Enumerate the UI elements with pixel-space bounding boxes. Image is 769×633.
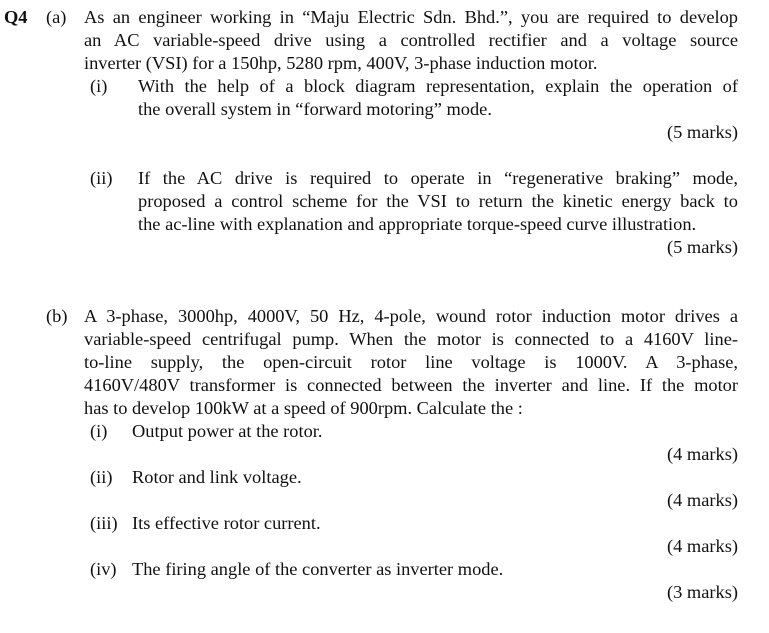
part-b-intro-line-1: A 3-phase, 3000hp, 4000V, 50 Hz, 4-pole, wound rotor induction motor drives a — [84, 306, 738, 326]
part-b-sub-i-marks: (4 marks) — [667, 444, 738, 464]
part-b-sub-iii-label: (iii) — [90, 513, 118, 533]
part-b-intro-line-5: has to develop 100kW at a speed of 900rpm. Calculate the : — [84, 398, 523, 418]
part-b-sub-i-label: (i) — [90, 421, 108, 441]
part-b-sub-iv-text: The firing angle of the converter as inverter mode. — [132, 559, 504, 579]
part-a-sub-i-marks: (5 marks) — [667, 122, 738, 142]
part-a-sub-i-label: (i) — [90, 76, 108, 96]
part-a-sub-ii-marks: (5 marks) — [667, 237, 738, 257]
part-b-sub-ii-text: Rotor and link voltage. — [132, 467, 302, 487]
part-b-sub-iv-marks: (3 marks) — [667, 582, 738, 602]
question-number: Q4 — [4, 7, 28, 27]
part-b-sub-iii-text: Its effective rotor current. — [132, 513, 321, 533]
part-b-sub-i-text: Output power at the rotor. — [132, 421, 323, 441]
part-b-intro-line-2: variable-speed centrifugal pump. When the motor is connected to a 4160V line- — [84, 329, 738, 349]
part-a-sub-i-line-1: With the help of a block diagram representation, explain the operation of — [138, 76, 738, 96]
part-a-sub-ii-label: (ii) — [90, 168, 113, 188]
part-b-sub-iv-label: (iv) — [90, 559, 117, 579]
part-a-sub-i-line-2: the overall system in “forward motoring” mode. — [138, 99, 492, 119]
part-b-intro-line-4: 4160V/480V transformer is connected between the inverter and line. If the motor — [84, 375, 738, 395]
part-b-intro-line-3: to-line supply, the open-circuit rotor line voltage is 1000V. A 3-phase, — [84, 352, 738, 372]
part-a-label: (a) — [46, 7, 67, 27]
part-b-sub-ii-marks: (4 marks) — [667, 490, 738, 510]
part-b-sub-iii-marks: (4 marks) — [667, 536, 738, 556]
part-a-intro-line-2: an AC variable-speed drive using a controlled rectifier and a voltage source — [84, 30, 738, 50]
part-a-sub-ii-line-3: the ac-line with explanation and appropriate torque-speed curve illustration. — [138, 214, 697, 234]
part-a-sub-ii-line-1: If the AC drive is required to operate in “regenerative braking” mode, — [138, 168, 738, 188]
part-a-sub-ii-line-2: proposed a control scheme for the VSI to return the kinetic energy back to — [138, 191, 738, 211]
part-a-intro-line-3: inverter (VSI) for a 150hp, 5280 rpm, 400V, 3-phase induction motor. — [84, 53, 598, 73]
part-b-sub-ii-label: (ii) — [90, 467, 113, 487]
part-a-intro-line-1: As an engineer working in “Maju Electric Sdn. Bhd.”, you are required to develop — [84, 7, 738, 27]
part-b-label: (b) — [46, 306, 68, 326]
